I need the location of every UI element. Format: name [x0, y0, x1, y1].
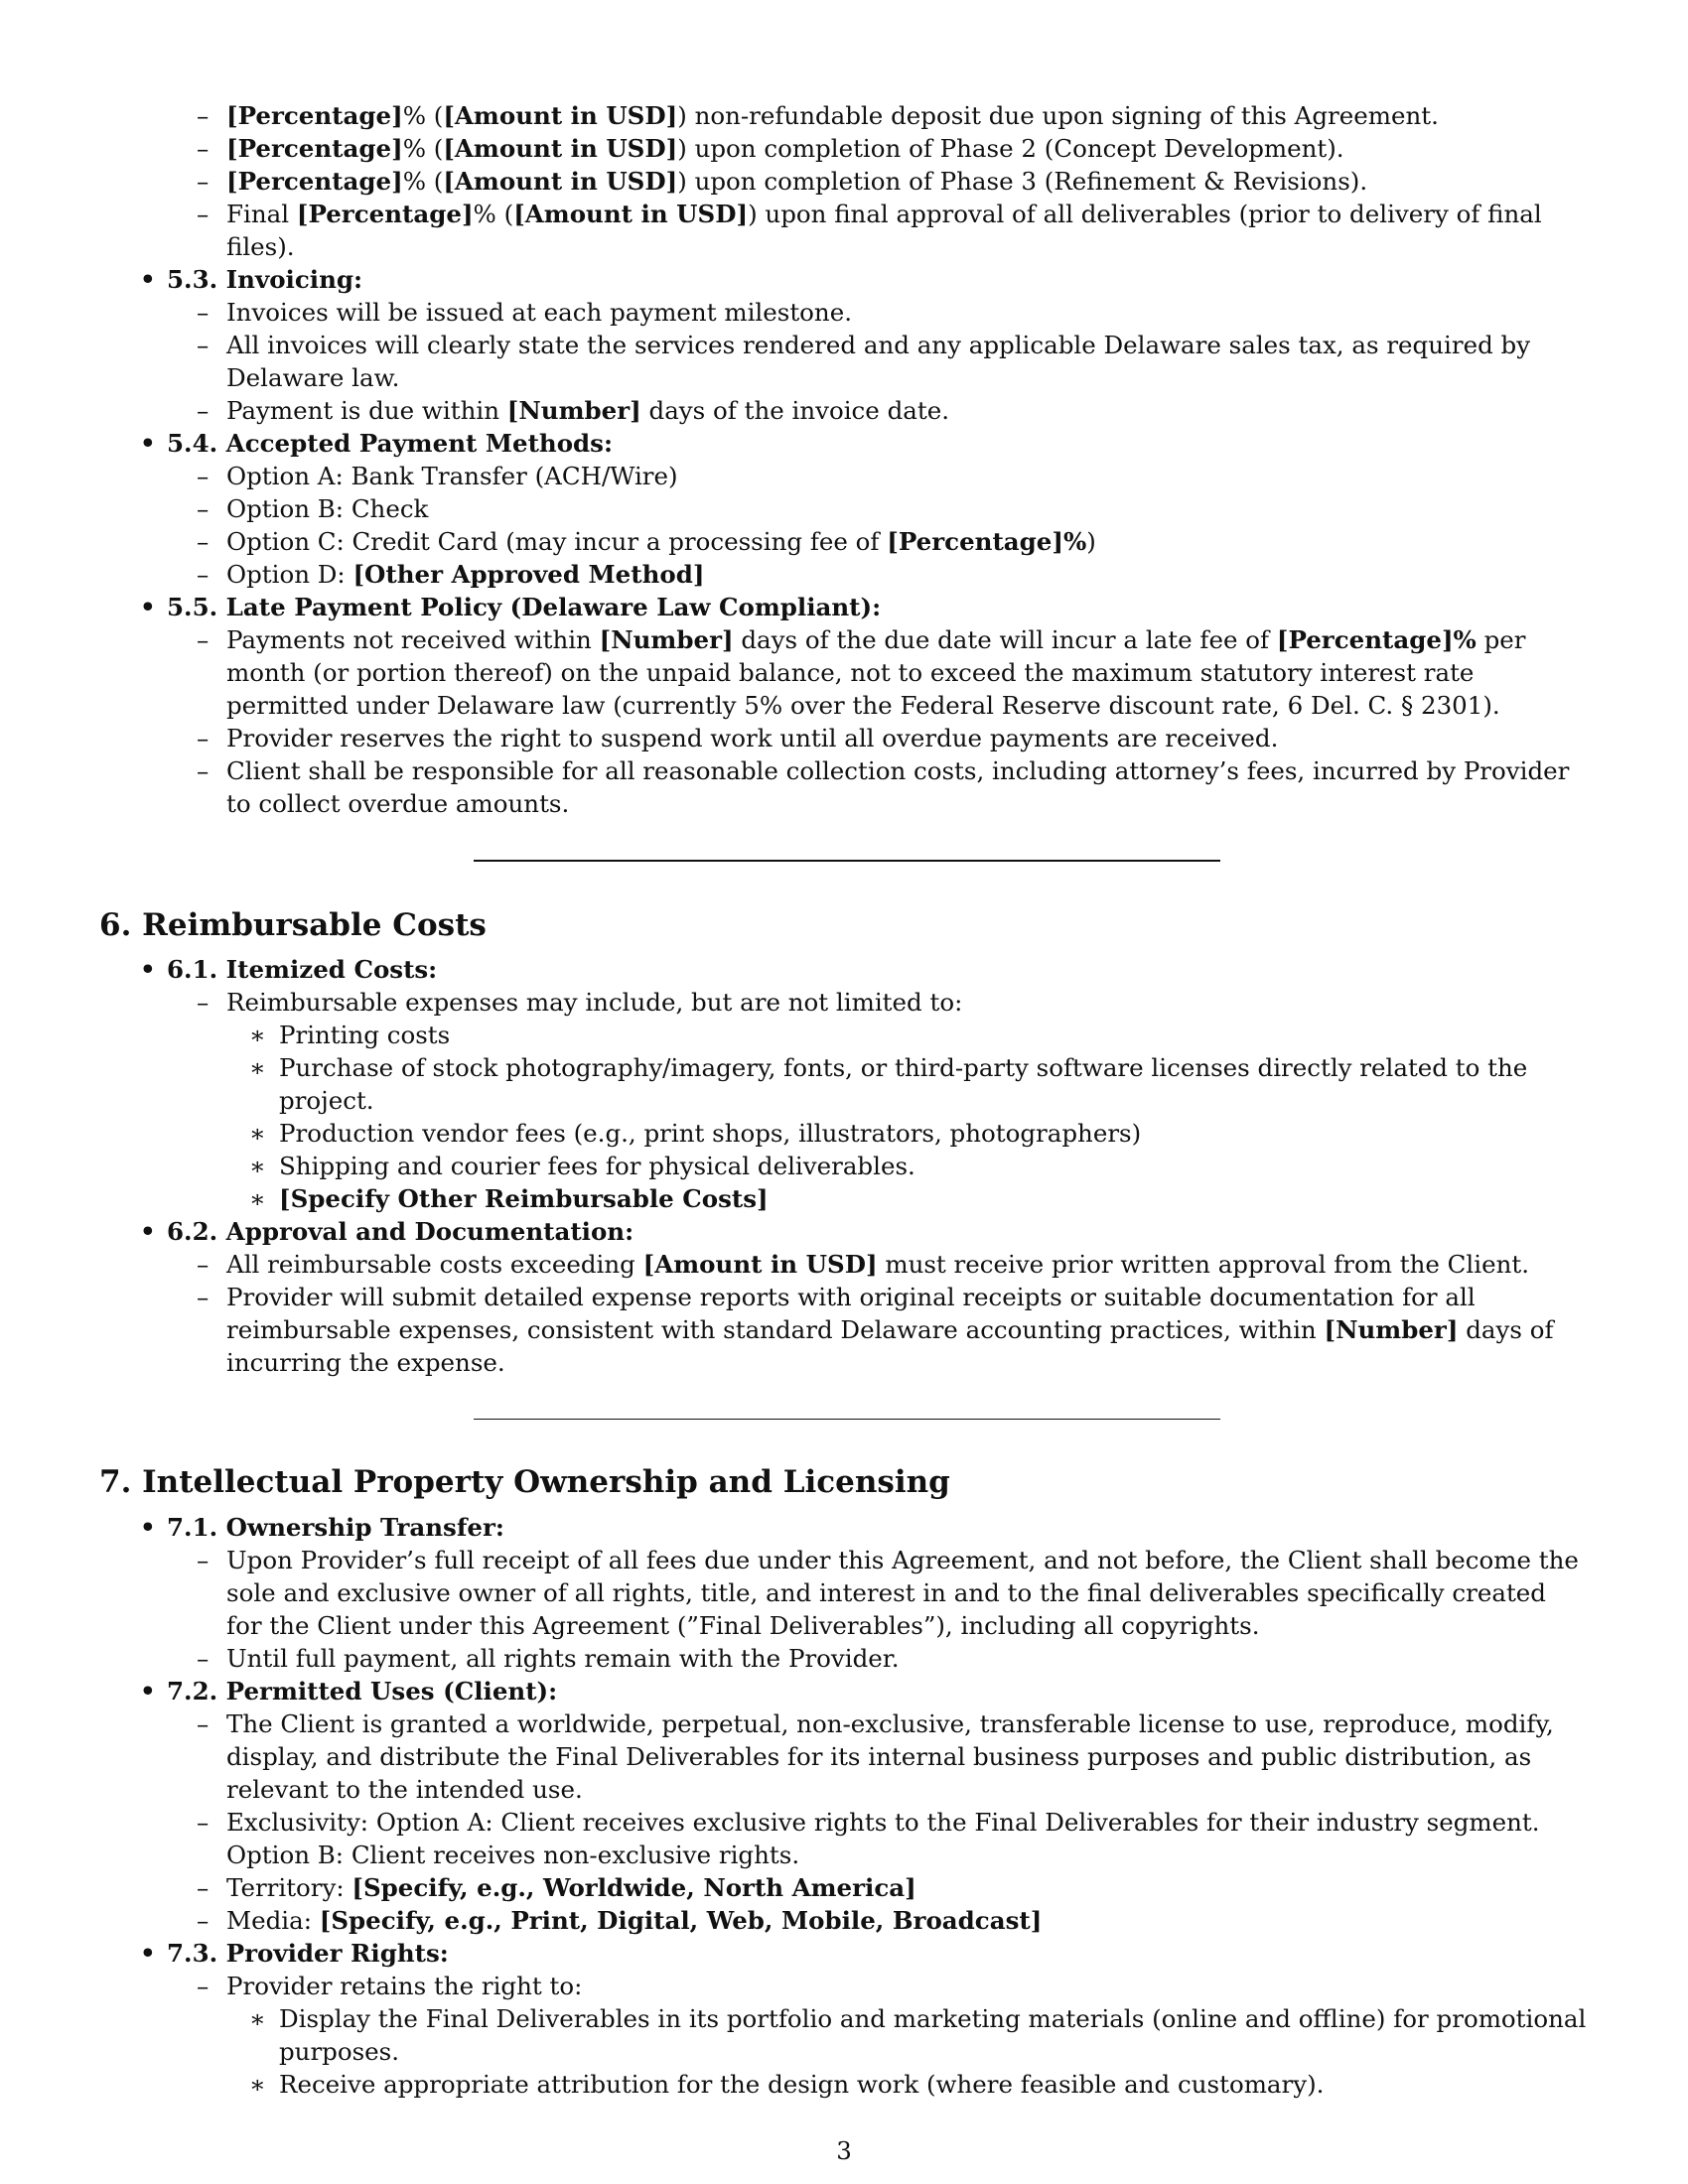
item-text [167, 1939, 449, 1968]
asterisk-marker: ∗ [249, 1119, 266, 1148]
item-text [167, 429, 613, 458]
text-run: All invoices will clearly state the services rendered and any applicable Delaware sales tax, as required by Delaware law. [226, 331, 1531, 392]
item-text [226, 167, 1367, 196]
asterisk-marker: ∗ [249, 1053, 266, 1082]
dash-marker: – [197, 1906, 210, 1935]
list-item [99, 198, 1589, 263]
text-run: % ( [402, 134, 444, 163]
list-item [99, 1871, 1589, 1904]
text-run: % ( [402, 167, 444, 196]
placeholder-field: [Amount in USD] [513, 200, 749, 228]
dash-marker: – [197, 1808, 210, 1837]
dash-marker: – [197, 200, 210, 228]
list-item [99, 1544, 1589, 1642]
text-run: ) upon final approval of all deliverables (prior to delivery of final files). [226, 200, 1542, 261]
dash-marker: – [197, 988, 210, 1017]
text-run: 5.4. Accepted Payment Methods: [167, 429, 614, 458]
item-text [226, 101, 1439, 130]
text-run: Exclusivity: Option A: Client receives exclusive rights to the Final Deliverables for their industry segment. Option B: Client receives non-exclusive rights. [226, 1808, 1540, 1869]
list-item [99, 329, 1589, 394]
placeholder-field: [Amount in USD] [443, 101, 678, 130]
text-run: 5.5. Late Payment Policy (Delaware Law Compliant): [167, 593, 882, 621]
item-text [279, 2070, 1324, 2099]
text-run: Purchase of stock photography/imagery, fonts, or third-party software licenses directly related to the project. [279, 1053, 1528, 1115]
bullet-marker: • [140, 1217, 156, 1246]
item-text [226, 988, 962, 1017]
placeholder-field: [Number] [1324, 1315, 1459, 1344]
text-run: 7.3. Provider Rights: [167, 1939, 449, 1968]
dash-marker: – [197, 494, 210, 523]
text-run: per month (or portion thereof) on the unpaid balance, not to exceed the maximum statutory interest rate permitted under Delaware law (currently 5% over the Federal Reserve discount rate, 6 Del. C. § 2301). [226, 625, 1526, 720]
bullet-marker: • [140, 1677, 156, 1706]
bullet-marker: • [140, 593, 156, 621]
subsection-heading [99, 1675, 1589, 1707]
item-text [226, 494, 428, 523]
section-divider [474, 860, 1220, 862]
placeholder-field: [Percentage] [226, 167, 403, 196]
text-run: Option A: Bank Transfer (ACH/Wire) [226, 462, 678, 490]
list-item [99, 986, 1589, 1019]
page-number: 3 [836, 2136, 852, 2165]
text-run: days of the invoice date. [640, 396, 949, 425]
dash-marker: – [197, 1709, 210, 1738]
list-item [99, 722, 1589, 754]
text-run: Printing costs [279, 1021, 451, 1049]
section-6-heading: 6. Reimbursable Costs [99, 907, 487, 943]
list-subitem [99, 1182, 1589, 1215]
list-subitem [99, 1150, 1589, 1182]
list-item [99, 132, 1589, 165]
item-text [226, 1808, 1540, 1869]
item-text [226, 1250, 1529, 1279]
text-run: days of incurring the expense. [226, 1315, 1554, 1377]
list-item [99, 1281, 1589, 1379]
item-text [279, 2004, 1586, 2066]
placeholder-field: [Amount in USD] [443, 167, 678, 196]
dash-marker: – [197, 331, 210, 359]
item-text [226, 200, 1542, 261]
text-run: 7.2. Permitted Uses (Client): [167, 1677, 558, 1706]
bullet-marker: • [140, 429, 156, 458]
item-text [279, 1119, 1141, 1148]
text-run: All reimbursable costs exceeding [226, 1250, 643, 1279]
subsection-heading [99, 263, 1589, 296]
text-run: Territory: [226, 1873, 352, 1902]
list-item [99, 1248, 1589, 1281]
text-run: Provider retains the right to: [226, 1972, 583, 2000]
dash-marker: – [197, 101, 210, 130]
dash-marker: – [197, 1873, 210, 1902]
item-text [226, 462, 678, 490]
item-text [226, 625, 1526, 720]
item-text [226, 756, 1569, 818]
dash-marker: – [197, 756, 210, 785]
placeholder-field: [Number] [506, 396, 641, 425]
text-run: 6.2. Approval and Documentation: [167, 1217, 634, 1246]
placeholder-field: [Percentage]% [887, 527, 1087, 556]
item-text [226, 1709, 1554, 1804]
item-text [226, 331, 1530, 392]
asterisk-marker: ∗ [249, 1021, 266, 1049]
dash-marker: – [197, 625, 210, 654]
item-text [226, 724, 1278, 752]
placeholder-field: [Percentage] [226, 134, 403, 163]
list-item [99, 558, 1589, 591]
text-run: 6.1. Itemized Costs: [167, 955, 438, 984]
list-subitem [99, 1117, 1589, 1150]
section-6-body [99, 953, 1589, 1379]
placeholder-field: [Amount in USD] [443, 134, 678, 163]
text-run: Option B: Check [226, 494, 429, 523]
text-run: must receive prior written approval from the Client. [877, 1250, 1529, 1279]
subsection-heading [99, 1511, 1589, 1544]
list-item [99, 623, 1589, 722]
text-run: Until full payment, all rights remain with the Provider. [226, 1644, 900, 1673]
section-7-body [99, 1511, 1589, 2101]
subsection-heading [99, 1937, 1589, 1970]
list-item [99, 754, 1589, 820]
placeholder-field: [Percentage] [296, 200, 474, 228]
dash-marker: – [197, 1972, 210, 2000]
placeholder-field: [Other Approved Method] [352, 560, 705, 589]
list-item [99, 99, 1589, 132]
item-text [226, 134, 1344, 163]
text-run: The Client is granted a worldwide, perpetual, non-exclusive, transferable license to use, reproduce, modify, display, and distribute the Final Deliverables for its internal business purposes and public distribution, as relevant to the intended use. [226, 1709, 1554, 1804]
subsection-heading [99, 1215, 1589, 1248]
text-run: % ( [402, 101, 444, 130]
item-text [167, 1677, 557, 1706]
text-run: Reimbursable expenses may include, but are not limited to: [226, 988, 963, 1017]
item-text [226, 1644, 900, 1673]
list-item [99, 394, 1589, 427]
asterisk-marker: ∗ [249, 1184, 266, 1213]
item-text [226, 396, 949, 425]
item-text [226, 1546, 1579, 1640]
text-run: Display the Final Deliverables in its portfolio and marketing materials (online and offline) for promotional purposes. [279, 2004, 1587, 2066]
dash-marker: – [197, 167, 210, 196]
placeholder-field: [Specify, e.g., Worldwide, North America] [352, 1873, 916, 1902]
dash-marker: – [197, 462, 210, 490]
list-item [99, 492, 1589, 525]
item-text [167, 593, 881, 621]
placeholder-field: [Percentage] [226, 101, 403, 130]
item-text [167, 1217, 633, 1246]
item-text [167, 955, 437, 984]
dash-marker: – [197, 1250, 210, 1279]
item-text [226, 1873, 916, 1902]
list-item [99, 1904, 1589, 1937]
section-divider [474, 1419, 1220, 1420]
text-run: Invoices will be issued at each payment milestone. [226, 298, 852, 327]
item-text [279, 1053, 1527, 1115]
text-run: Provider will submit detailed expense reports with original receipts or suitable documentation for all reimbursable expenses, consistent with standard Delaware accounting practices, within [226, 1283, 1476, 1344]
list-subitem [99, 2002, 1589, 2068]
item-text [226, 298, 852, 327]
dash-marker: – [197, 1283, 210, 1311]
text-run: Receive appropriate attribution for the design work (where feasible and customary). [279, 2070, 1325, 2099]
subsection-heading [99, 591, 1589, 623]
text-run: Production vendor fees (e.g., print shops, illustrators, photographers) [279, 1119, 1142, 1148]
placeholder-field: [Amount in USD] [642, 1250, 878, 1279]
placeholder-field: [Specify Other Reimbursable Costs] [279, 1184, 769, 1213]
list-subitem [99, 1051, 1589, 1117]
text-run: days of the due date will incur a late fee of [733, 625, 1277, 654]
dash-marker: – [197, 724, 210, 752]
text-run: ) upon completion of Phase 2 (Concept Development). [677, 134, 1344, 163]
dash-marker: – [197, 560, 210, 589]
text-run: Payment is due within [226, 396, 507, 425]
text-run: Provider reserves the right to suspend work until all overdue payments are received. [226, 724, 1279, 752]
item-text [226, 1972, 582, 2000]
section-7-heading: 7. Intellectual Property Ownership and Licensing [99, 1464, 950, 1500]
item-text [226, 560, 704, 589]
list-item [99, 460, 1589, 492]
text-run: ) [1086, 527, 1096, 556]
list-item [99, 1707, 1589, 1806]
dash-marker: – [197, 527, 210, 556]
list-item [99, 165, 1589, 198]
text-run: Final [226, 200, 297, 228]
dash-marker: – [197, 396, 210, 425]
dash-marker: – [197, 298, 210, 327]
text-run: 7.1. Ownership Transfer: [167, 1513, 504, 1542]
list-item [99, 1806, 1589, 1871]
item-text [226, 1906, 1042, 1935]
list-item [99, 525, 1589, 558]
text-run: 5.3. Invoicing: [167, 265, 363, 294]
item-text [167, 1513, 504, 1542]
text-run: Shipping and courier fees for physical deliverables. [279, 1152, 915, 1180]
item-text [279, 1152, 915, 1180]
placeholder-field: [Number] [599, 625, 734, 654]
list-item [99, 1642, 1589, 1675]
text-run: Option D: [226, 560, 353, 589]
list-item [99, 296, 1589, 329]
dash-marker: – [197, 1644, 210, 1673]
item-text [279, 1184, 769, 1213]
asterisk-marker: ∗ [249, 2004, 266, 2033]
item-text [226, 527, 1096, 556]
asterisk-marker: ∗ [249, 2070, 266, 2099]
bullet-marker: • [140, 955, 156, 984]
placeholder-field: [Specify, e.g., Print, Digital, Web, Mobile, Broadcast] [319, 1906, 1043, 1935]
list-subitem [99, 2068, 1589, 2101]
bullet-marker: • [140, 1939, 156, 1968]
dash-marker: – [197, 1546, 210, 1574]
item-text [167, 265, 362, 294]
text-run: Payments not received within [226, 625, 600, 654]
placeholder-field: [Percentage]% [1276, 625, 1477, 654]
list-subitem [99, 1019, 1589, 1051]
subsection-heading [99, 427, 1589, 460]
text-run: % ( [473, 200, 514, 228]
text-run: ) upon completion of Phase 3 (Refinement & Revisions). [677, 167, 1368, 196]
dash-marker: – [197, 134, 210, 163]
item-text [226, 1283, 1554, 1377]
section-5-continued [99, 99, 1589, 820]
text-run: ) non-refundable deposit due upon signing of this Agreement. [677, 101, 1439, 130]
text-run: Upon Provider’s full receipt of all fees due under this Agreement, and not before, the Client shall become the sole and exclusive owner of all rights, title, and interest in and to the final deliverables specifically created for the Client under this Agreement (”Final Deliverables”), including all copyrights. [226, 1546, 1579, 1640]
item-text [279, 1021, 450, 1049]
subsection-heading [99, 953, 1589, 986]
text-run: Client shall be responsible for all reasonable collection costs, including attorney’s fees, incurred by Provider to collect overdue amounts. [226, 756, 1570, 818]
list-item [99, 1970, 1589, 2002]
text-run: Option C: Credit Card (may incur a processing fee of [226, 527, 888, 556]
document-page [99, 99, 1589, 2101]
text-run: Media: [226, 1906, 320, 1935]
bullet-marker: • [140, 265, 156, 294]
asterisk-marker: ∗ [249, 1152, 266, 1180]
bullet-marker: • [140, 1513, 156, 1542]
